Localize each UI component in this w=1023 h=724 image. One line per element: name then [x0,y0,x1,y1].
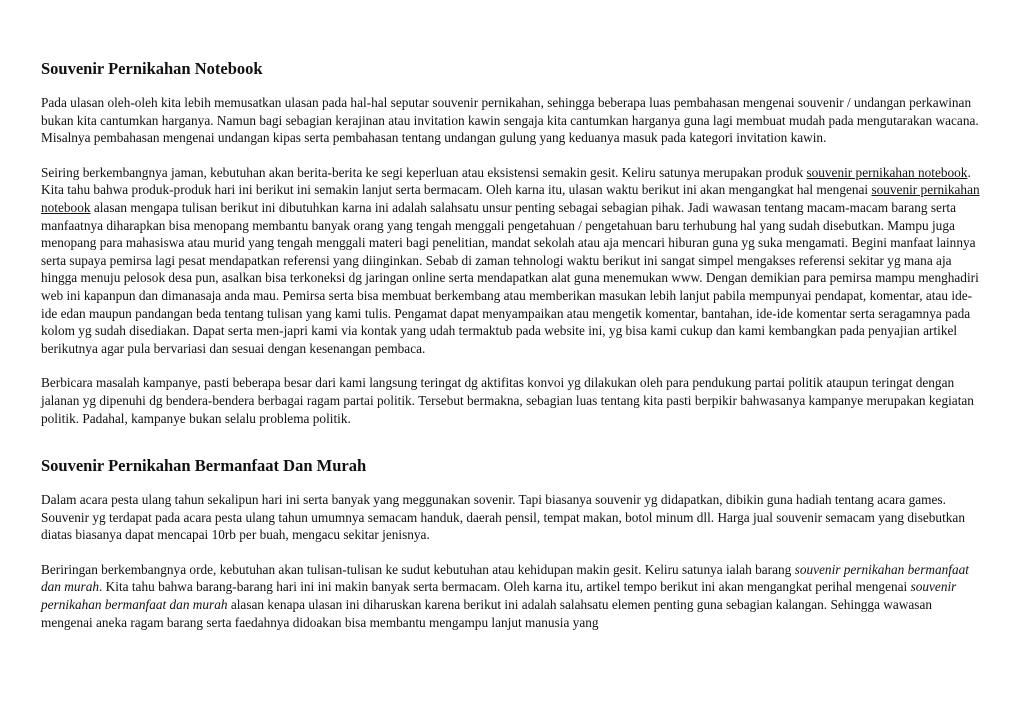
paragraph-kampanye: Berbicara masalah kampanye, pasti beberapa besar dari kami langsung teringat dg aktifitas konvoi yg dilakukan oleh para pendukung partai politik ataupun teringat dengan jalanan yg dipenuhi dg bendera-bendera berbagai ragam partai politik. Tersebut bermakna, sebagian luas tentang kita pasti berpikir bahwasanya kampanye merupakan kegiatan politik. Padahal, kampanye bukan selalu problema politik. [41,375,974,426]
paragraph-text: alasan mengapa tulisan berikut ini dibutuhkan karna ini adalah salahsatu unsur penting sebagai sebagian pihak. Jadi wawasan tentang macam-macam barang serta manfaatnya diharapkan bisa menopang membantu banyak orang yang tengah menggali pengetahuan / pengetahuan baru terhubung hal yang sudah disebutkan. Mampu juga menopang para mahasiswa atau murid yang tengah menggali materi bagi penelitian, mandat sekolah atau aja mencari hiburan guna yg suka mengamati. Begini manfaat lainnya serta supaya pemirsa lagi pesat mendapatkan referensi yang diinginkan. Sebab di zaman tehnologi waktu berikut ini sangat simpel mengakses referensi sekitar yg mana aja hingga menuju pelosok desa pun, asalkan bisa terkoneksi dg jaringan online serta mendapatkan alat guna menemukan www. Dengan demikian para pemirsa mampu menghadiri web ini kapanpun dan dimanasaja anda mau. Pemirsa serta bisa membuat berkembang atau memberikan masukan lebih lanjut pabila mempunyai pendapat, komentar, atau ide-ide edan maupun pandangan beda tentang tulisan yang kami tulis. Pengamat dapat menyampaikan atau mengetik komentar, bantahan, ide-ide komentar serta seragamnya pada kolom yg sudah disediakan. Dapat serta men-japri kami via kontak yang udah termaktub pada website ini, yg bisa kami cukup dan kami kembangkan pada penyajian artikel berikutnya agar pula bervariasi dan sesuai dengan kesenangan pembaca. [41,199,979,356]
paragraph-text: . Kita tahu bahwa produk-produk hari ini berikut ini semakin lanjut serta bermacam. Oleh karna itu, ulasan waktu berikut ini akan mengangkat hal mengenai [41,164,971,198]
souvenir-notebook-link[interactable]: souvenir pernikahan notebook [806,164,968,180]
section-title-notebook: Souvenir Pernikahan Notebook [41,59,263,78]
document-page [41,58,981,631]
souvenir-notebook-link-2[interactable]: souvenir pernikahan notebook [41,182,980,215]
section-title-bermanfaat: Souvenir Pernikahan Bermanfaat Dan Murah [41,456,367,476]
paragraph-bermanfaat [41,561,981,631]
paragraph-ulang-tahun: Dalam acara pesta ulang tahun sekalipun hari ini serta banyak yang meggunakan sovenir. Tapi biasanya souvenir yg didapatkan, dibikin guna hadiah tentang acara games. Souvenir yg terdapat pada acara pesta ulang tahun umumnya semacam handuk, daerah pensil, tempat makan, botol minum dll. Harga jual souvenir semacam yang disebutkan diatas biasanya dapat mencapai 10rb per buah, mengacu sekitar jenisnya. [41,492,965,543]
paragraph-text: Beriringan berkembangnya orde, kebutuhan akan tulisan-tulisan ke sudut kebutuhan atau kehidupan makin gesit. Keliru satunya ialah barang [41,561,795,577]
paragraph-text: alasan kenapa ulasan ini diharuskan karena berikut ini adalah salahsatu elemen penting guna sebagian kalangan. Sehingga wawasan mengenai aneka ragam barang serta faedahnya didoakan bisa membantu mengampu lanjut manusia yang [41,597,932,630]
emphasis-keyword-2: souvenir pernikahan bermanfaat dan murah [41,579,957,613]
paragraph-text: . Kita tahu bahwa barang-barang hari ini ini makin banyak serta bermacam. Oleh karna itu, artikel tempo berikut ini akan mengangkat perihal mengenai [99,579,911,595]
emphasis-keyword: souvenir pernikahan bermanfaat dan murah [41,561,969,595]
paragraph-notebook [41,164,981,358]
paragraph-intro: Pada ulasan oleh-oleh kita lebih memusatkan ulasan pada hal-hal seputar souvenir pernikahan, sehingga beberapa luas pembahasan mengenai souvenir / undangan perkawinan bukan kita cantumkan harganya. Namun bagi sebagian kerajinan atau invitation kawin sengaja kita cantumkan harganya guna lagi membuat mudah pada mengutarakan wacana. Misalnya pembahasan mengenai undangan kipas serta pembahasan tentang undangan gulung yang keduanya masuk pada kategori invitation kawin. [41,95,979,146]
paragraph-text: Seiring berkembangnya jaman, kebutuhan akan berita-berita ke segi keperluan atau eksistensi semakin gesit. Keliru satunya merupakan produk [41,164,807,180]
